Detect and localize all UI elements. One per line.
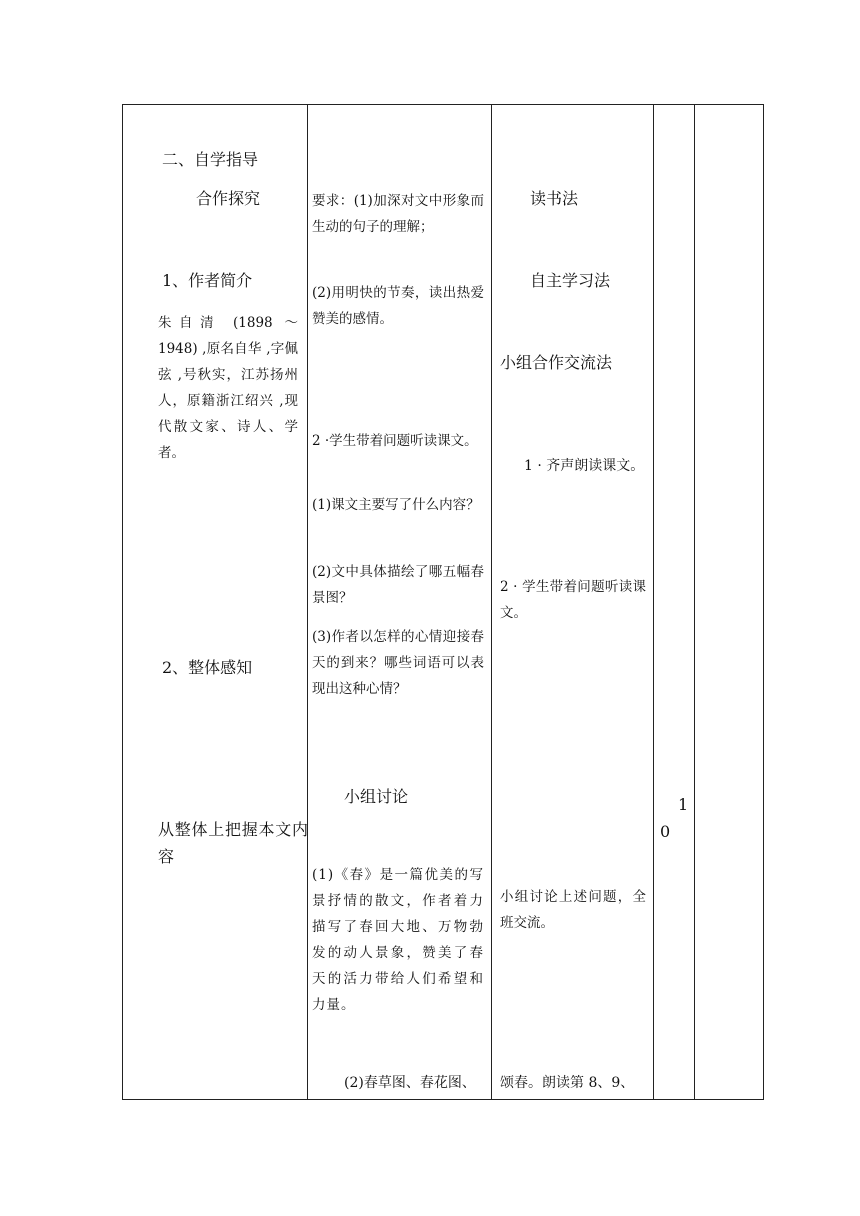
question-3: (3)作者以怎样的心情迎接春天的到来？哪些词语可以表现出这种心情？ [312,629,484,697]
step-discuss: 小组讨论上述问题，全班交流。 [500,889,646,931]
question-1: (1)课文主要写了什么内容？ [312,497,480,513]
section-heading: 二、自学指导 [162,150,259,169]
minutes-digit-2: 0 [660,822,671,841]
column-divider [653,105,654,1099]
answer-1: (1)《春》是一篇优美的写景抒情的散文，作者着力描写了春回大地、万物勃发的动人景象，赞美了春天的活力带给人们希望和力量。 [312,867,484,1013]
step-read-aloud: 1 · 齐声朗读课文。 [524,458,645,474]
answer-2: (2)春草图、春花图、 [344,1075,476,1091]
question-2: (2)文中具体描绘了哪五幅春景图？ [312,564,484,606]
listen-instruction: 2 ·学生带着问题听读课文。 [312,433,478,449]
method-self-study: 自主学习法 [530,271,611,290]
column-divider [491,105,492,1099]
requirement-2: (2)用明快的节奏，读出热爱赞美的感情。 [312,285,484,327]
method-reading: 读书法 [530,189,579,208]
author-intro-title: 1、作者简介 [162,271,253,290]
author-bio: 朱自清 (1898 ～ 1948) ,原名自华 ,字佩弦 ,号秋实，江苏扬州人，原籍浙江绍兴 ,现代散文家、诗人、学者。 [158,315,298,461]
overview-title: 2、整体感知 [162,658,253,677]
column-divider [694,105,695,1099]
column-divider [307,105,308,1099]
group-discussion-title: 小组讨论 [344,787,409,806]
method-group: 小组合作交流法 [500,353,613,372]
section-subheading: 合作探究 [196,189,261,208]
step-praise-spring: 颂春。朗读第 8、9、 [500,1075,635,1091]
requirement-1: 要求：(1)加深对文中形象而生动的句子的理解； [312,193,484,235]
minutes-digit-1: 1 [678,795,689,814]
overview-description: 从整体上把握本文内容 [158,820,308,866]
step-listen: 2 · 学生带着问题听读课文。 [500,579,646,621]
